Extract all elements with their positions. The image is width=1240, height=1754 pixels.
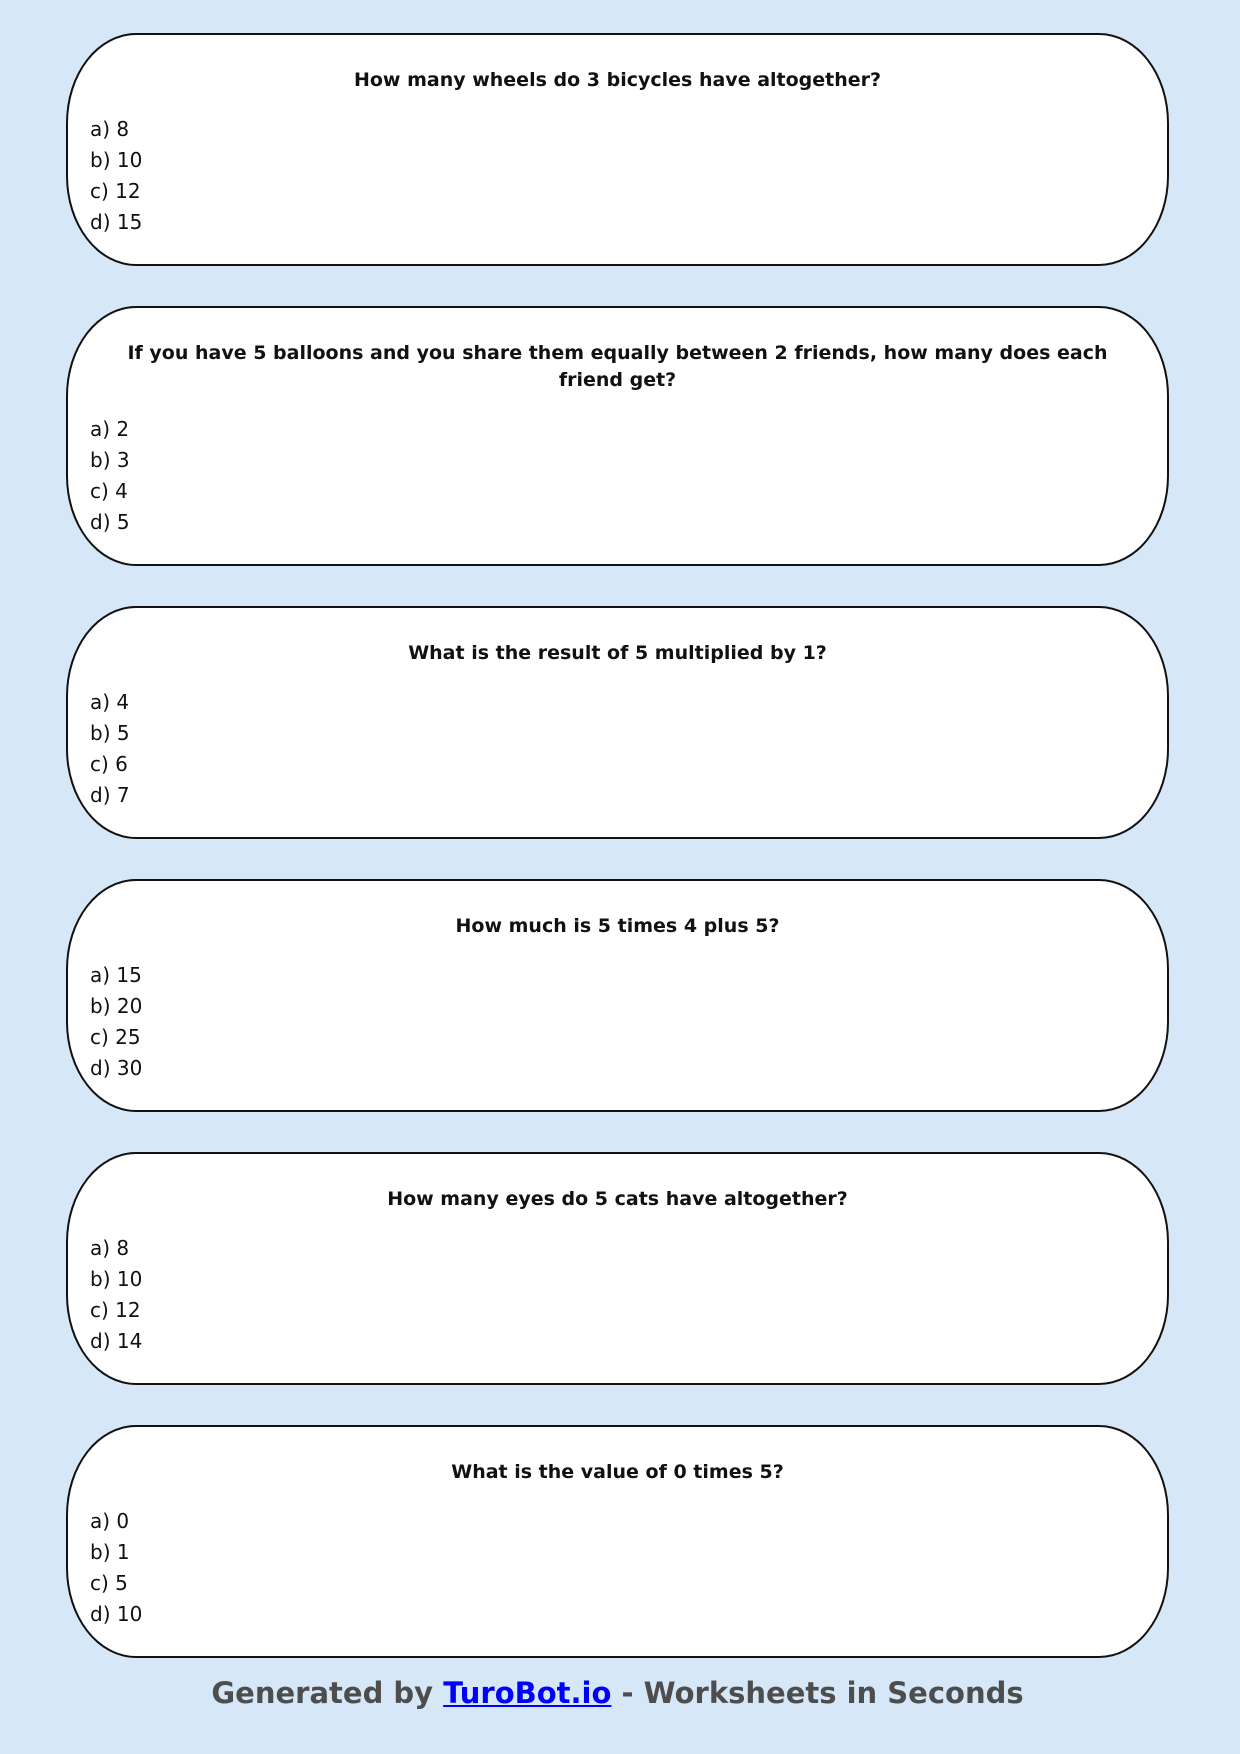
option-a: a) 4 (90, 690, 130, 714)
question-card (66, 879, 1169, 1112)
question-text: How much is 5 times 4 plus 5? (455, 915, 780, 937)
turobot-link[interactable]: TuroBot.io (443, 1676, 612, 1710)
option-a: a) 8 (90, 117, 130, 141)
option-b: b) 3 (90, 448, 130, 472)
question-text: What is the value of 0 times 5? (451, 1461, 784, 1483)
options-list (90, 960, 1145, 1084)
option-d: d) 10 (90, 1602, 143, 1626)
option-a: a) 0 (90, 1509, 130, 1533)
option-b: b) 1 (90, 1540, 130, 1564)
footer-credit (66, 1676, 1169, 1710)
option-d: d) 14 (90, 1329, 143, 1353)
option-d: d) 7 (90, 783, 130, 807)
options-list (90, 414, 1145, 538)
option-c: c) 12 (90, 179, 141, 203)
question-card (66, 306, 1169, 566)
option-b: b) 5 (90, 721, 130, 745)
option-a: a) 15 (90, 963, 142, 987)
question-card (66, 606, 1169, 839)
question-card (66, 33, 1169, 266)
option-c: c) 6 (90, 752, 128, 776)
option-b: b) 20 (90, 994, 143, 1018)
option-a: a) 2 (90, 417, 130, 441)
option-d: d) 5 (90, 510, 130, 534)
option-c: c) 12 (90, 1298, 141, 1322)
footer-prefix: Generated by (211, 1676, 444, 1710)
question-card (66, 1152, 1169, 1385)
question-text: How many eyes do 5 cats have altogether? (387, 1188, 848, 1210)
question-text: What is the result of 5 multiplied by 1? (408, 642, 827, 664)
option-b: b) 10 (90, 148, 143, 172)
option-c: c) 4 (90, 479, 128, 503)
options-list (90, 114, 1145, 238)
option-c: c) 25 (90, 1025, 141, 1049)
options-list (90, 687, 1145, 811)
option-a: a) 8 (90, 1236, 130, 1260)
footer-suffix: - Worksheets in Seconds (611, 1676, 1024, 1710)
question-text: How many wheels do 3 bicycles have altogether? (353, 69, 882, 91)
options-list (90, 1506, 1145, 1630)
option-c: c) 5 (90, 1571, 128, 1595)
option-d: d) 15 (90, 210, 143, 234)
option-d: d) 30 (90, 1056, 143, 1080)
question-card (66, 1425, 1169, 1658)
option-b: b) 10 (90, 1267, 143, 1291)
question-text: If you have 5 balloons and you share them equally between 2 friends, how many does each friend get? (127, 342, 1108, 391)
options-list (90, 1233, 1145, 1357)
